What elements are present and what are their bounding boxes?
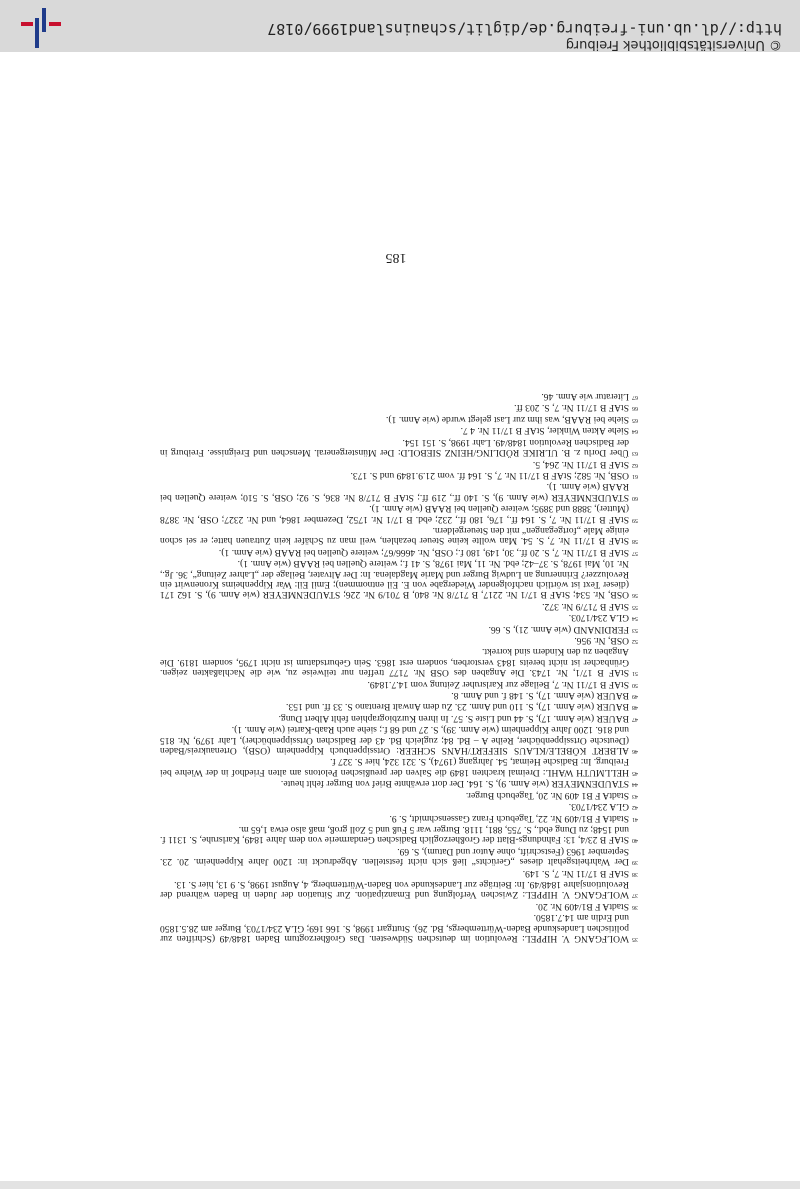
footnote [160,712,640,723]
footnote-text: BAUER (wie Anm. 17), S. 44 und Liste S. 57. In ihren Kurzbiographien fehlt Albert Dung. [278,712,629,724]
footnote-number: 62 [632,461,638,468]
footnote [160,812,640,823]
footnote-text: BAUER (wie Anm. 17), S. 110 und Anm. 23. Zu dem Anwalt Brentano S. 33 ff. und 153. [286,701,629,713]
footnote-text: StAF B 23/4, 13: Fahndungs-Blatt der Großherzoglich Badischen Gendarmerie von dem Jahre 1849, Karlsruhe, S. 1311 f. und 1548; zu Dung ebd., S. 755, 881, 1118. Burger war 5 Fuß und 5 Zoll groß, maß also etwa 1,65 m. [160,823,629,846]
footnote-number: 46 [632,748,638,755]
footnote-number: 42 [632,804,638,811]
footer-bar [0,0,800,52]
footnote [160,900,640,911]
footnote-text: Über Dorlu z. B. ULRIKE RÖDLING/HEINZ SIEBOLD: Der Münstergeneral. Menschen und Ereignisse. Freiburg in der Badischen Revolution 1848/49. Lahr 1998, S. 151 154. [160,436,629,459]
footnote [160,458,640,469]
footnote-text: GLA 234/1703. [568,612,629,624]
footnote-text: BAUER (wie Anm. 17), S. 148 f. und Anm. 8. [451,690,629,702]
footnote-text: StAF B 17/11 Nr. 7, S. 203 ff. [514,402,629,414]
footnote [160,801,640,812]
footnote [160,525,640,547]
footnote-number: 61 [632,472,638,479]
footnote-text: OSB, Nr. 534; StAF B 17/1 Nr. 2217, B 717/8 Nr. 840, B 701/9 Nr. 226; STAUDENMEYER (wie Anm. 9), S. 162 171 (dieser Text ist wörtlich nachfolgender Wiedergabe von E. Eil entnommen); Emil Eil: War Kippenheims Kronenwirt ein Revoluzzer? Erinnerung an Ludwig Burger und Marie Magdalena. In: Der Altvater, Beilage der „Lahrer Zeitung“, 36. Jg., Nr. 10, Mai 1978, S. 37–42; ebd. Nr. 11, Mai 1978, S. 41 f.; weitere Quellen bei RAAB (wie Anm. 1). [160,558,629,601]
footnote [160,425,640,436]
footnote-text: StAF B 17/1, Nr. 1743. Die Angaben des OSB Nr. 7177 treffen nur teilweise zu, wie die Nachlaßakten zeigen. Grünbacher ist nicht bereits 1843 verstorben, sondern erst 1863. Sein Geburtsdatum ist nicht 1795, sondern 1819. Die Angaben zu den Kindern sind korrekt. [160,646,629,679]
footnote-text: Siehe Akten Winkler, StAF B 17/11 Nr. 4 7. [460,425,629,437]
footnote-text: OSB, Nr. 582; StAF B 17/11 Nr. 7, S. 164 ff. vom 21.9.1849 und S. 173. [350,469,629,481]
footnote-text: StAF B 717/9 Nr. 372. [542,600,629,612]
footnote-number: 48 [632,704,638,711]
footnote-text: WOLFGANG V. HIPPEL: Zwischen Verfolgung und Emanzipation. Zur Situation der Juden in Baden während der Revolutionsjahre 1848/49. In: Beiträge zur Landeskunde von Baden-Württemberg, 4, August 1998, S. 9 13, hier S. 13. [160,878,629,901]
footnote-number: 45 [632,769,638,776]
footnote-text: STAUDENMEYER (wie Anm. 9), S. 140 ff., 219 ff.; StAF B 717/8 Nr. 836, S. 92; OSB, S. 510; weitere Quellen bei RAAB (wie Anm. 1). [160,481,629,503]
footnote-number: 47 [632,715,638,722]
footnote-number: 60 [632,494,638,501]
footnote-text: StAF B 17/11 Nr. 7, S. 54. Man wollte keine Steuer bezahlen, weil man zu Schäfer kein Zutrauen hatte; er sei schon einige Male „fortgegangen“ mit den Steuergeldern. [160,524,629,547]
footnote-number: 41 [632,815,638,822]
footnote-text: StadtA F B1/409 Nr. 20. [535,900,629,912]
footer-owner: © Universitätsbibliothek Freiburg [565,37,782,52]
footnote-number: 50 [632,681,638,688]
footnote [160,391,640,402]
footnote-text: Der Wahrheitsgehalt dieses „Gerüchts“ ließ sich nicht feststellen. Abgedruckt in: 1200 Jahre Kippenheim. 20. 23. September 1963 (Festschrift, ohne Autor und Datum), S. 69. [160,845,629,868]
footnote-text: StAF B 17/11 Nr. 7, Beilage zur Karlsruher Zeitung vom 14.7.1849. [367,678,629,690]
footnote-text: StAF B 17/11 Nr. 7, S. 149. [522,867,629,879]
footnote-number: 67 [632,394,638,401]
footnote-text: HELLMUTH WAHL: Dreimal krachten 1849 die Salven der preußischen Pelotons am alten Friedhof in der Wiehre bei Freiburg. In: Badische Heimat, 54. Jahrgang (1974), S. 321 324, hier S. 327 f. [160,756,629,778]
footnote-number: 54 [632,615,638,622]
footnote-text: ALBERT KÖBELE/KLAUS SIEFERT/HANS SCHEER: Ortssippenbuch Kippenheim (OSB), Ortenaukreis/Baden (Deutsche Ortssippenbücher, Reihe A – Bd. 84; zugleich Bd. 43 der Badischen Ortssippenbücher), Lahr 1979, Nr. 815 und 816. 1200 Jahre Kippenheim (wie Anm. 39), S. 27 und 68 f.; siehe auch Raab-Kartei (wie Anm. 1). [160,724,629,757]
footnote-text: Siehe bei RAAB, was ihm zur Last gelegt wurde (wie Anm. 1). [386,413,629,425]
footnote-text: GLA 234/1703. [568,801,629,813]
footnote-number: 51 [632,670,638,677]
footnote [160,879,640,901]
footnote-number: 64 [632,428,638,435]
footnote [160,635,640,646]
footnote [160,845,640,867]
footnote-number: 37 [632,892,638,899]
footnote [160,867,640,878]
university-library-logo-icon [16,8,66,52]
footnote-text: StAF B 17/11 Nr. 264, 5. [532,458,629,470]
footnote [160,623,640,634]
footnote-number: 63 [632,450,638,457]
footnote-text: StadtA F B1 409 Nr. 20, Tagebuch Burger. [465,789,629,801]
footnote [160,678,640,689]
footnote [160,436,640,458]
footnote [160,646,640,678]
footnote-number: 57 [632,549,638,556]
footnote [160,414,640,425]
footnotes-block [160,391,640,944]
footnote-text: StAF B 17/11 Nr. 7, S. 164 ff., 176, 180 ff., 232; ebd. B 17/1 Nr. 1752, Dezember 1864, und Nr. 2327; OSB, Nr. 3878 (Mutter), 3888 und 3895; weitere Quellen bei RAAB (wie Anm. 1). [160,503,629,525]
bottom-strip [0,1181,800,1189]
footnote-number: 65 [632,416,638,423]
footnote-text: Literatur wie Anm. 46. [541,391,629,403]
footnote-text: STAUDENMEYER (wie Anm. 9), S. 164. Der dort erwähnte Brief von Burger fehlt heute. [280,778,629,790]
footnote [160,558,640,601]
footnote-number: 55 [632,603,638,610]
footnote-text: StAF B 17/11 Nr. 7, S. 20 ff., 30, 149, 180 f.; OSB, Nr. 4666/67; weitere Quellen bei RAAB (wie Anm. 1). [218,546,629,558]
footnote [160,481,640,503]
footnote-number: 66 [632,405,638,412]
footnote-number: 58 [632,538,638,545]
footnote [160,546,640,557]
page-number: 185 [385,250,407,265]
footnote-number: 40 [632,837,638,844]
footnote-number: 39 [632,859,638,866]
footnote [160,402,640,413]
footnote-number: 38 [632,870,638,877]
footnote-number: 53 [632,626,638,633]
footnote-number: 44 [632,781,638,788]
footnote [160,789,640,800]
footnote-text: OSB, Nr. 956. [574,635,629,647]
footnote-number: 52 [632,638,638,645]
footnote [160,701,640,712]
footnote [160,612,640,623]
footnote [160,470,640,481]
footnote [160,600,640,611]
footnote [160,756,640,778]
footnote [160,778,640,789]
footnote [160,912,640,944]
footnote-text: FERDINAND (wie Anm. 21), S. 66. [488,623,629,635]
footnote-number: 56 [632,592,638,599]
footnote-number: 36 [632,903,638,910]
footnote [160,503,640,525]
footnote-text: StadtA F B1/409 Nr. 22, Tagebuch Franz Gassenschmidt, S. 9. [389,812,629,824]
footnote-number: 59 [632,516,638,523]
footnote-text: WOLFGANG V. HIPPEL: Revolution im deutschen Südwesten. Das Großherzogtum Baden 1848/49 (Schriften zur politischen Landeskunde Baden-Württembergs, Bd. 26). Stuttgart 1998, S. 166 169; GLA 234/1703, Burger am 28.5.1850 und Erdin am 14.7.1850. [160,912,629,944]
footnote-number: 35 [632,936,638,942]
footnote [160,690,640,701]
footnote [160,824,640,846]
footnote [160,724,640,756]
footnote-number: 49 [632,693,638,700]
footer-url-link[interactable]: http://dl.ub.uni-freiburg.de/diglit/schauinsland1999/0187 [267,20,782,38]
footnote-number: 43 [632,792,638,799]
